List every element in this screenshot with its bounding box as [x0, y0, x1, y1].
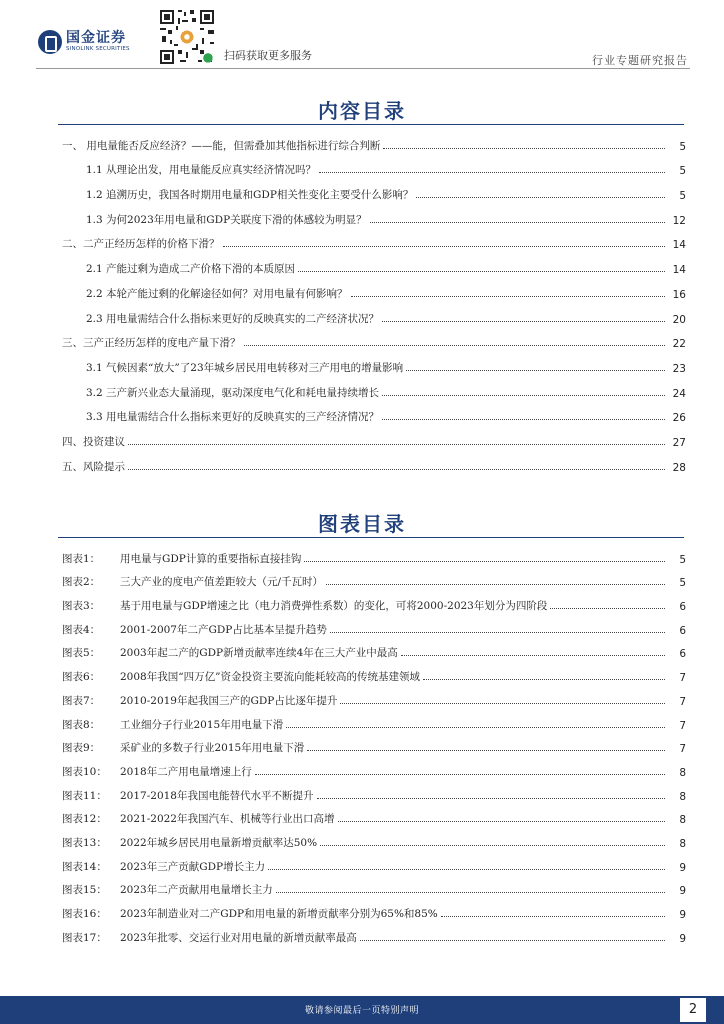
toc-entry[interactable] [62, 326, 686, 351]
toc-entry-page: 28 [672, 461, 686, 474]
scan-prompt: 扫码获取更多服务 [224, 49, 312, 62]
figure-entry-number: 图表8： [62, 718, 101, 731]
figure-entry-title: 2018年二产用电量增速上行 [120, 765, 252, 778]
figure-entry-page: 7 [679, 743, 686, 756]
toc-entry-label: 2.2 本轮产能过剩的化解途径如何？对用电量有何影响？ [86, 287, 348, 300]
leader-dots [360, 940, 665, 941]
leader-dots [268, 869, 665, 870]
toc-entry-page: 12 [672, 214, 686, 227]
figure-entry-page: 9 [679, 932, 686, 945]
toc-entry[interactable] [62, 449, 686, 474]
figure-entry-page: 6 [679, 648, 686, 661]
logo-icon [38, 30, 62, 54]
leader-dots [382, 395, 665, 396]
leader-dots [317, 798, 666, 799]
figure-entry-number: 图表12： [62, 813, 107, 826]
leader-dots [286, 727, 665, 728]
company-logo [38, 30, 130, 54]
leader-dots [319, 172, 665, 173]
leader-dots [326, 584, 665, 585]
figure-entry[interactable] [62, 589, 686, 613]
toc-entry[interactable] [62, 227, 686, 252]
figure-entry-number: 图表14： [62, 860, 107, 873]
figure-entry[interactable] [62, 779, 686, 803]
page-number: 2 [680, 998, 706, 1022]
footer-disclaimer: 敬请参阅最后一页特别声明 [304, 1006, 419, 1016]
figure-entry-title: 2022年城乡居民用电量新增贡献率达50% [120, 836, 318, 849]
figure-entry[interactable] [62, 684, 686, 708]
figure-entry-page: 7 [679, 719, 686, 732]
toc-entry-page: 14 [672, 264, 686, 277]
leader-dots [320, 845, 665, 846]
figure-entry-title: 2001-2007年二产GDP占比基本呈提升趋势 [120, 623, 327, 636]
figure-entry-page: 9 [679, 909, 686, 921]
figure-entry-number: 图表4： [62, 623, 101, 636]
figure-entry[interactable] [62, 637, 686, 661]
toc-entry-label: 2.1 产能过剩为造成二产价格下滑的本质原因 [86, 263, 296, 276]
toc-title-divider [58, 124, 684, 125]
toc-entry-page: 14 [672, 239, 686, 252]
figure-entry[interactable] [62, 542, 686, 566]
toc-entry[interactable] [62, 177, 686, 202]
logo-name-en: SINOLINK SECURITIES [66, 46, 130, 53]
toc-entry-page: 24 [672, 387, 686, 400]
toc-entry-label: 二、二产正经历怎样的价格下滑？ [62, 238, 220, 251]
figure-entry-page: 9 [679, 861, 686, 874]
figure-entry-title: 2023年三产贡献GDP增长主力 [120, 860, 266, 873]
leader-dots [128, 469, 665, 470]
figure-entry-page: 6 [679, 601, 686, 614]
qr-code-icon[interactable] [158, 8, 216, 66]
figure-entry-page: 8 [679, 837, 686, 850]
toc-entry-page: 27 [672, 436, 686, 449]
figure-entry-page: 8 [679, 766, 686, 779]
figure-entry-number: 图表2： [62, 576, 101, 589]
toc-entry-label: 3.3 用电量需结合什么指标来更好的反映真实的三产经济情况？ [86, 411, 380, 424]
header-divider [36, 68, 690, 69]
figure-entry-title: 2023年二产贡献用电量增长主力 [120, 884, 273, 897]
toc-entry[interactable] [62, 276, 686, 301]
toc-entry[interactable] [62, 375, 686, 400]
toc-entry-page: 20 [672, 313, 686, 326]
figure-entry-number: 图表3： [62, 600, 101, 613]
leader-dots [383, 148, 665, 149]
figure-entry[interactable] [62, 826, 686, 850]
figure-entry-title: 2023年批零、交运行业对用电量的新增贡献率最高 [120, 931, 357, 944]
toc-entry[interactable] [62, 128, 686, 153]
leader-dots [340, 703, 665, 704]
toc-title: 内容目录 [318, 99, 406, 123]
figure-entry-title: 三大产业的度电产值差距较大（元/千瓦时） [120, 576, 324, 589]
figure-entry-page: 8 [679, 790, 686, 803]
toc-entry-label: 2.3 用电量需结合什么指标来更好的反映真实的二产经济状况？ [86, 312, 380, 325]
toc-entry-label: 一、 用电量能否反应经济？——能，但需叠加其他指标进行综合判断 [62, 139, 381, 152]
leader-dots [223, 246, 666, 247]
figure-entry-title: 工业细分子行业2015年用电量下滑 [120, 718, 284, 731]
figure-entry-title: 采矿业的多数子行业2015年用电量下滑 [120, 742, 305, 755]
toc-entry[interactable] [62, 301, 686, 326]
figure-entry[interactable] [62, 732, 686, 756]
figure-index [62, 542, 686, 945]
table-of-contents [62, 128, 686, 474]
leader-dots [244, 345, 666, 346]
toc-entry[interactable] [62, 202, 686, 227]
toc-entry-page: 23 [672, 362, 686, 375]
leader-dots [276, 892, 665, 893]
leader-dots [298, 271, 665, 272]
figure-entry-number: 图表1： [62, 552, 101, 565]
toc-entry-page: 16 [672, 288, 686, 301]
leader-dots [128, 444, 665, 445]
figure-index-divider [58, 537, 684, 538]
leader-dots [406, 370, 665, 371]
leader-dots [423, 679, 665, 680]
figure-entry[interactable] [62, 874, 686, 898]
toc-entry[interactable] [62, 400, 686, 425]
figure-entry-page: 5 [679, 577, 686, 590]
leader-dots [351, 296, 665, 297]
figure-entry-page: 5 [679, 553, 686, 566]
toc-entry-label: 五、风险提示 [62, 460, 125, 473]
figure-entry[interactable] [62, 921, 686, 945]
leader-dots [338, 821, 666, 822]
figure-entry[interactable] [62, 566, 686, 590]
toc-entry-page: 26 [672, 412, 686, 425]
leader-dots [304, 561, 665, 562]
figure-entry-title: 用电量与GDP计算的重要指标直接挂钩 [120, 552, 302, 565]
figure-entry-page: 9 [679, 885, 686, 898]
toc-entry-label: 1.2 追溯历史，我国各时期用电量和GDP相关性变化主要受什么影响？ [86, 189, 414, 202]
figure-entry-number: 图表13： [62, 836, 107, 849]
figure-entry-title: 2008年我国“四万亿”资金投资主要流向能耗较高的传统基建领域 [120, 671, 420, 684]
figure-entry-title: 2010-2019年起我国三产的GDP占比逐年提升 [120, 694, 338, 707]
figure-index-title: 图表目录 [318, 512, 406, 536]
figure-entry[interactable] [62, 708, 686, 732]
toc-entry-label: 1.1 从理论出发，用电量能反应真实经济情况吗？ [86, 164, 317, 177]
leader-dots [370, 222, 665, 223]
figure-entry-page: 7 [679, 695, 686, 708]
leader-dots [441, 916, 665, 917]
figure-entry-number: 图表10： [62, 765, 107, 778]
figure-entry-number: 图表9： [62, 742, 101, 755]
leader-dots [382, 321, 665, 322]
page-header [0, 0, 724, 72]
figure-entry-number: 图表11： [62, 789, 107, 802]
figure-entry[interactable] [62, 613, 686, 637]
toc-entry-label: 3.2 三产新兴业态大量涌现，驱动深度电气化和耗电量持续增长 [86, 386, 380, 399]
figure-entry-number: 图表15： [62, 884, 107, 897]
figure-entry-page: 8 [679, 814, 686, 827]
toc-entry[interactable] [62, 350, 686, 375]
leader-dots [382, 419, 665, 420]
figure-entry-page: 7 [679, 672, 686, 685]
leader-dots [330, 632, 665, 633]
figure-entry-number: 图表7： [62, 694, 101, 707]
figure-entry[interactable] [62, 755, 686, 779]
toc-entry[interactable] [62, 251, 686, 276]
toc-entry-page: 5 [679, 165, 686, 178]
toc-entry-page: 22 [672, 338, 686, 351]
toc-entry-label: 四、投资建议 [62, 435, 125, 448]
toc-entry-label: 三、三产正经历怎样的度电产量下滑？ [62, 337, 241, 350]
toc-entry[interactable] [62, 424, 686, 449]
toc-entry-page: 5 [679, 190, 686, 203]
figure-entry-number: 图表17： [62, 931, 107, 944]
figure-entry-title: 2023年制造业对二产GDP和用电量的新增贡献率分别为65%和85% [120, 908, 438, 920]
figure-entry[interactable] [62, 897, 686, 921]
figure-entry[interactable] [62, 850, 686, 874]
leader-dots [255, 774, 665, 775]
figure-entry[interactable] [62, 803, 686, 827]
leader-dots [401, 655, 665, 656]
figure-entry-title: 基于用电量与GDP增速之比（电力消费弹性系数）的变化，可将2000-2023年划分为四阶段 [120, 600, 548, 613]
figure-entry-number: 图表5： [62, 647, 101, 660]
figure-entry-page: 6 [679, 624, 686, 637]
leader-dots [550, 608, 665, 609]
leader-dots [307, 750, 665, 751]
figure-entry-title: 2017-2018年我国电能替代水平不断提升 [120, 789, 314, 802]
leader-dots [416, 197, 665, 198]
toc-entry[interactable] [62, 153, 686, 178]
toc-entry-label: 3.1 气候因素“放大”了23年城乡居民用电转移对三产用电的增量影响 [86, 361, 404, 374]
figure-entry[interactable] [62, 660, 686, 684]
figure-entry-number: 图表6： [62, 671, 101, 684]
figure-entry-title: 2021-2022年我国汽车、机械等行业出口高增 [120, 813, 335, 826]
report-type-label: 行业专题研究报告 [592, 54, 688, 67]
logo-name-cn: 国金证券 [66, 30, 126, 47]
figure-entry-title: 2003年起二产的GDP新增贡献率连续4年在三大产业中最高 [120, 647, 398, 660]
toc-entry-page: 5 [679, 140, 686, 153]
toc-entry-label: 1.3 为何2023年用电量和GDP关联度下滑的体感较为明显？ [86, 213, 367, 226]
figure-entry-number: 图表16： [62, 908, 107, 920]
